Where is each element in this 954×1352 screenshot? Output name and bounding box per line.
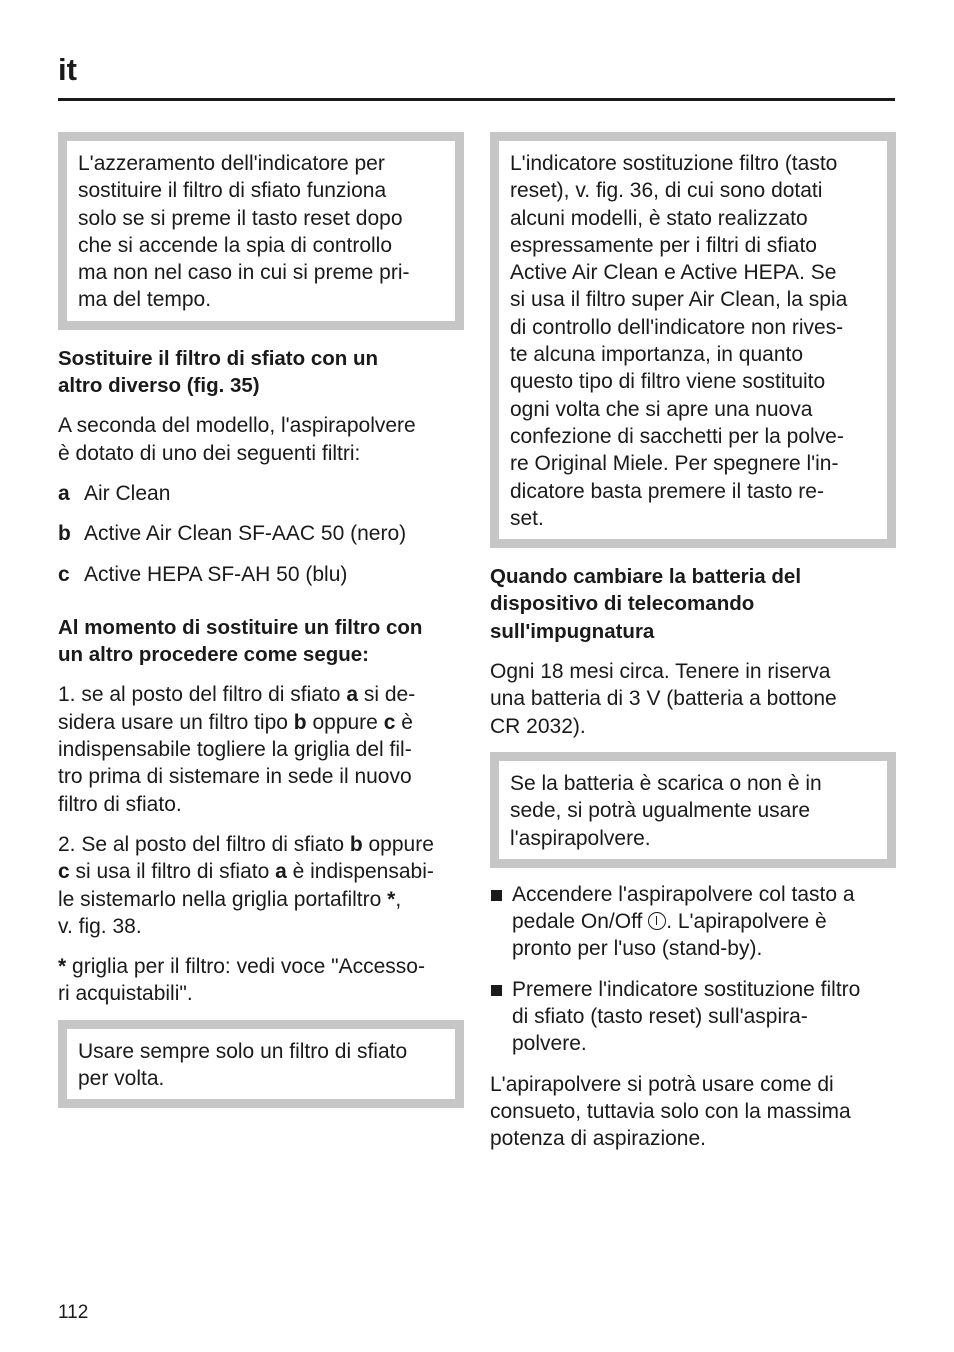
step-bold: c bbox=[383, 710, 396, 734]
bullet-line: pronto per l'uso (stand-by). bbox=[512, 937, 763, 961]
note-line: solo se si preme il tasto reset dopo bbox=[78, 206, 403, 230]
note-line: si usa il filtro super Air Clean, la spia bbox=[510, 288, 848, 312]
list-text: Active HEPA SF-AH 50 (blu) bbox=[84, 562, 348, 586]
note-box-reset bbox=[58, 132, 464, 330]
note-line: di controllo dell'indicatore non rives- bbox=[510, 315, 844, 339]
step-text: si de- bbox=[358, 683, 416, 707]
instruction-step-2 bbox=[490, 976, 896, 1058]
step-text: è bbox=[395, 710, 413, 734]
note-line: te alcuna importanza, in quanto bbox=[510, 343, 804, 367]
note-line: Active Air Clean e Active HEPA. Se bbox=[510, 261, 837, 285]
instruction-step-1 bbox=[490, 881, 896, 963]
header-rule bbox=[58, 98, 895, 101]
step-text: si usa il filtro di sfiato bbox=[69, 860, 276, 884]
note-line: espressamente per i filtri di sfiato bbox=[510, 233, 817, 257]
bullet-line: polvere. bbox=[512, 1032, 587, 1056]
note-box-one-filter bbox=[58, 1020, 464, 1109]
step-text: le sistemarlo nella griglia portafiltro bbox=[58, 887, 388, 911]
bullet-line: Premere l'indicatore sostituzione filtro bbox=[512, 977, 861, 1001]
step-2 bbox=[58, 831, 464, 940]
note-line: Se la batteria è scarica o non è in bbox=[510, 771, 822, 795]
filter-option-a bbox=[58, 480, 464, 507]
language-code: it bbox=[58, 52, 77, 87]
paragraph-line: A seconda del modello, l'aspirapolvere bbox=[58, 414, 416, 438]
note-line: ma del tempo. bbox=[78, 288, 212, 312]
step-bold: b bbox=[349, 832, 363, 856]
heading-line: Quando cambiare la batteria del bbox=[490, 565, 802, 589]
note-line: Usare sempre solo un filtro di sfiato bbox=[78, 1039, 408, 1063]
note-line: L'indicatore sostituzione filtro (tasto bbox=[510, 152, 838, 175]
footnote-text: griglia per il filtro: vedi voce "Accesso- bbox=[66, 955, 425, 979]
section-heading-procedure bbox=[58, 614, 464, 669]
note-line: sostituire il filtro di sfiato funziona bbox=[78, 179, 387, 203]
step-bold: b bbox=[293, 710, 307, 734]
bullet-text: pedale On/Off bbox=[512, 910, 649, 934]
paragraph-line: Ogni 18 mesi circa. Tenere in riserva bbox=[490, 660, 831, 684]
note-line: confezione di sacchetti per la polve- bbox=[510, 424, 844, 448]
paragraph-line: CR 2032). bbox=[490, 714, 586, 738]
note-line: L'azzeramento dell'indicatore per bbox=[78, 152, 385, 175]
page-number: 112 bbox=[58, 1302, 89, 1323]
step-bold: a bbox=[346, 683, 359, 707]
intro-paragraph bbox=[58, 412, 464, 467]
step-bold: a bbox=[275, 860, 287, 884]
note-line: dicatore basta premere il tasto re- bbox=[510, 479, 824, 503]
step-line: tro prima di sistemare in sede il nuovo bbox=[58, 765, 412, 789]
paragraph-line: è dotato di uno dei seguenti filtri: bbox=[58, 441, 361, 465]
paragraph-line: potenza di aspirazione. bbox=[490, 1127, 706, 1151]
step-text: , bbox=[395, 887, 402, 911]
note-line: questo tipo di filtro viene sostituito bbox=[510, 370, 826, 394]
battery-paragraph bbox=[490, 658, 896, 740]
list-key: c bbox=[58, 562, 70, 586]
bullet-text: . L'apirapolvere è bbox=[666, 910, 827, 934]
note-line: per volta. bbox=[78, 1067, 165, 1091]
footnote-text: ri acquistabili". bbox=[58, 982, 193, 1006]
section-heading-replace-filter bbox=[58, 345, 464, 400]
step-line: filtro di sfiato. bbox=[58, 792, 182, 816]
step-bold: * bbox=[387, 887, 396, 911]
heading-line: sull'impugnatura bbox=[490, 619, 655, 643]
closing-paragraph bbox=[490, 1071, 896, 1153]
note-line: reset), v. fig. 36, di cui sono dotati bbox=[510, 179, 823, 203]
step-line: v. fig. 38. bbox=[58, 914, 142, 938]
right-column bbox=[490, 132, 896, 1153]
list-text: Active Air Clean SF-AAC 50 (nero) bbox=[84, 522, 407, 546]
note-line: re Original Miele. Per spegnere l'in- bbox=[510, 452, 839, 476]
note-line: alcuni modelli, è stato realizzato bbox=[510, 206, 808, 230]
step-text: sidera usare un filtro tipo bbox=[58, 710, 294, 734]
paragraph-line: consueto, tuttavia solo con la massima bbox=[490, 1099, 851, 1123]
heading-line: Al momento di sostituire un filtro con bbox=[58, 615, 423, 639]
paragraph-line: una batteria di 3 V (batteria a bottone bbox=[490, 687, 837, 711]
note-box-indicator bbox=[490, 132, 896, 548]
note-line: sede, si potrà ugualmente usare bbox=[510, 799, 811, 823]
note-line: che si accende la spia di controllo bbox=[78, 233, 393, 257]
list-key: b bbox=[58, 522, 71, 546]
note-line: set. bbox=[510, 506, 544, 530]
list-text: Air Clean bbox=[84, 481, 171, 505]
footnote-star: * bbox=[58, 955, 67, 979]
bullet-line: Accendere l'aspirapolvere col tasto a bbox=[512, 882, 855, 906]
step-text: 1. se al posto del filtro di sfiato bbox=[58, 683, 347, 707]
step-text: 2. Se al posto del filtro di sfiato bbox=[58, 832, 350, 856]
step-1 bbox=[58, 681, 464, 817]
left-column bbox=[58, 132, 464, 1108]
paragraph-line: L'apirapolvere si potrà usare come di bbox=[490, 1072, 834, 1096]
step-text: è indispensabi- bbox=[286, 860, 434, 884]
section-heading-battery bbox=[490, 563, 896, 645]
list-key: a bbox=[58, 481, 70, 505]
heading-line: altro diverso (fig. 35) bbox=[58, 374, 260, 398]
heading-line: Sostituire il filtro di sfiato con un bbox=[58, 346, 379, 370]
step-text: oppure bbox=[362, 832, 434, 856]
bullet-square-icon bbox=[490, 976, 512, 1058]
power-on-off-icon bbox=[648, 912, 666, 930]
step-line: indispensabile togliere la griglia del fil- bbox=[58, 738, 412, 762]
filter-option-c bbox=[58, 561, 464, 588]
filter-option-b bbox=[58, 520, 464, 547]
heading-line: dispositivo di telecomando bbox=[490, 592, 755, 616]
bullet-line: di sfiato (tasto reset) sull'aspira- bbox=[512, 1005, 808, 1029]
footnote bbox=[58, 953, 464, 1008]
note-box-battery bbox=[490, 752, 896, 868]
note-line: ogni volta che si apre una nuova bbox=[510, 397, 813, 421]
note-line: l'aspirapolvere. bbox=[510, 826, 651, 850]
note-line: ma non nel caso in cui si preme pri- bbox=[78, 261, 410, 285]
step-text: oppure bbox=[306, 710, 384, 734]
step-bold: c bbox=[58, 860, 70, 884]
bullet-square-icon bbox=[490, 881, 512, 963]
heading-line: un altro procedere come segue: bbox=[58, 643, 370, 667]
